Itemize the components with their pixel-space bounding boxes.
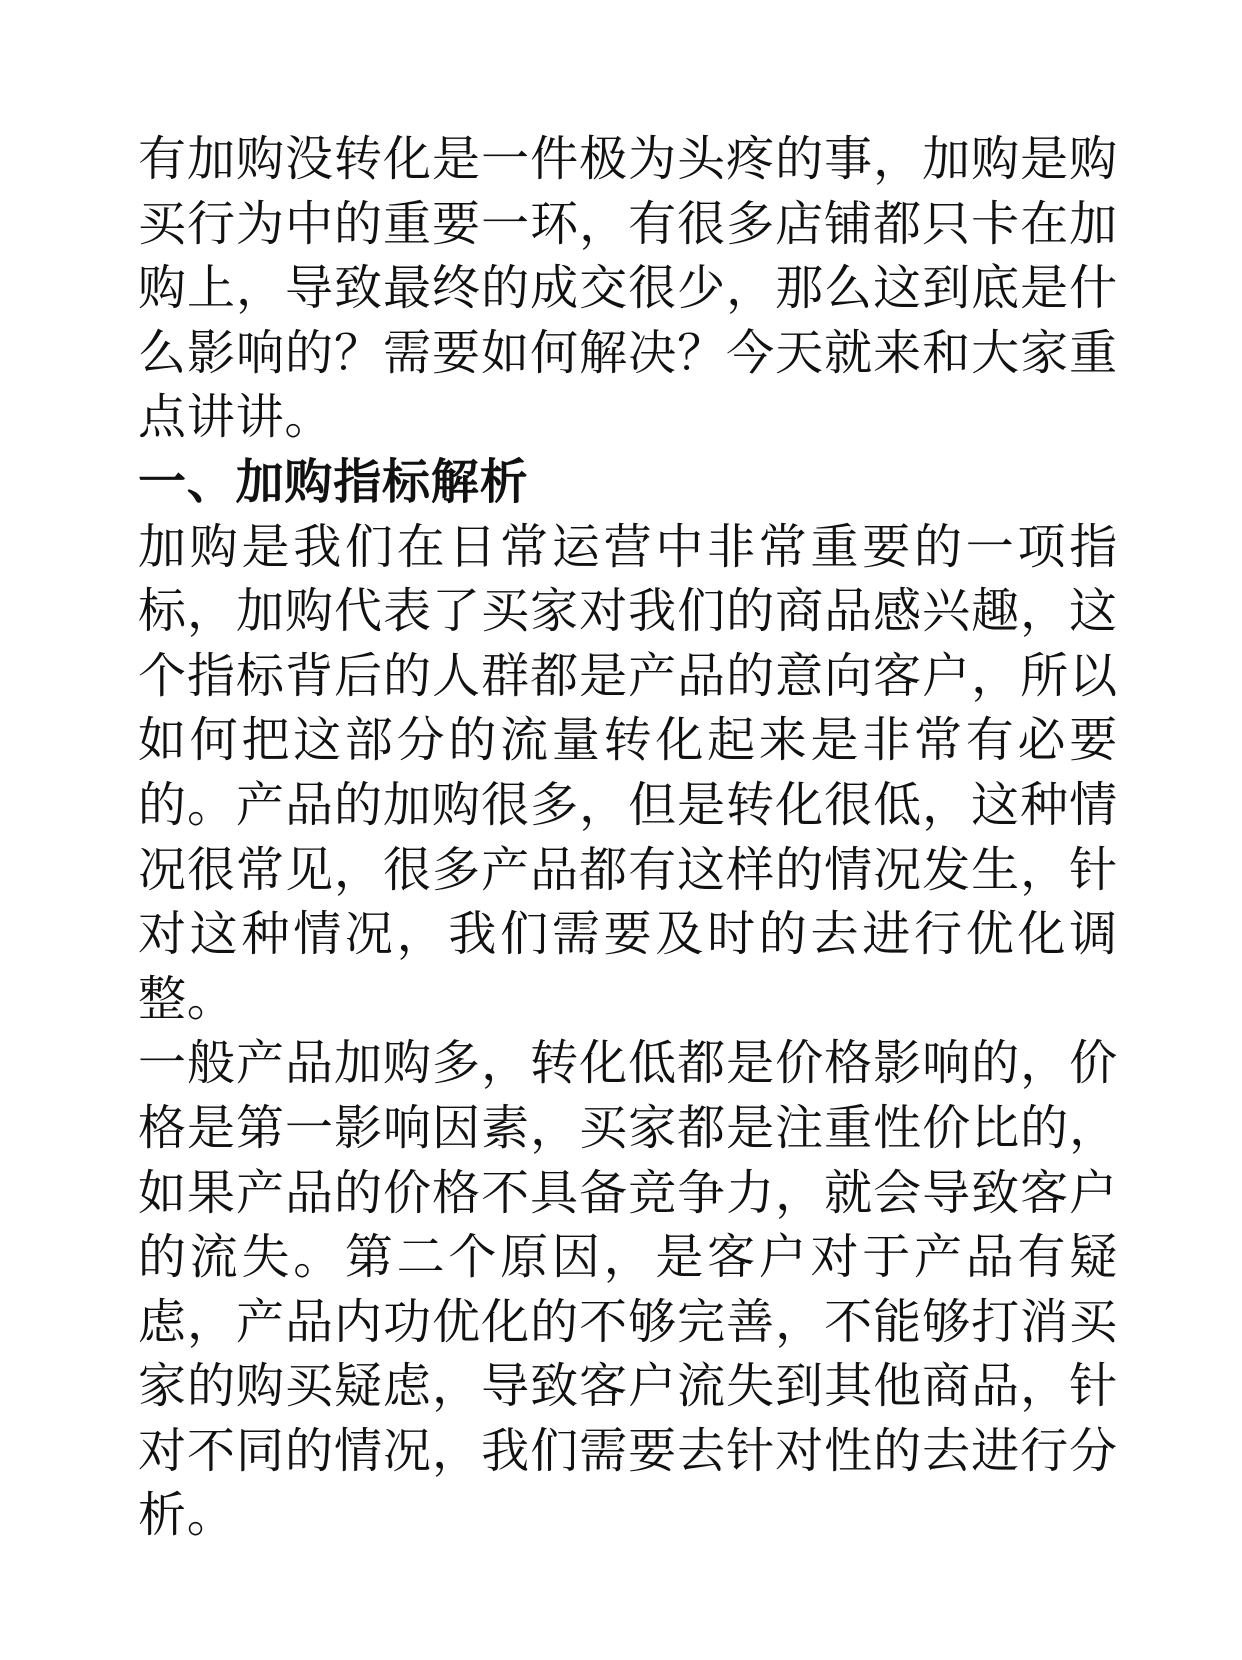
article-body bbox=[138, 127, 1118, 1548]
section-heading: 一、加购指标解析 bbox=[138, 453, 529, 510]
body-paragraph-1: 加购是我们在日常运营中非常重要的一项指标，加购代表了买家对我们的商品感兴趣，这个指标背后的人群都是产品的意向客户，所以如何把这部分的流量转化起来是非常有必要的。产品的加购很多，但是转化很低，这种情况很常见，很多产品都有这样的情况发生，针对这种情况，我们需要及时的去进行优化调整。 bbox=[138, 518, 1118, 1027]
body-paragraph-2: 一般产品加购多，转化低都是价格影响的，价格是第一影响因素，买家都是注重性价比的，如果产品的价格不具备竞争力，就会导致客户的流失。第二个原因，是客户对于产品有疑虑，产品内功优化的不够完善，不能够打消买家的购买疑虑，导致客户流失到其他商品，针对不同的情况，我们需要去针对性的去进行分析。 bbox=[138, 1035, 1118, 1544]
intro-paragraph: 有加购没转化是一件极为头疼的事，加购是购买行为中的重要一环，有很多店铺都只卡在加购上，导致最终的成交很少，那么这到底是什么影响的？需要如何解决？今天就来和大家重点讲讲。 bbox=[138, 131, 1118, 446]
